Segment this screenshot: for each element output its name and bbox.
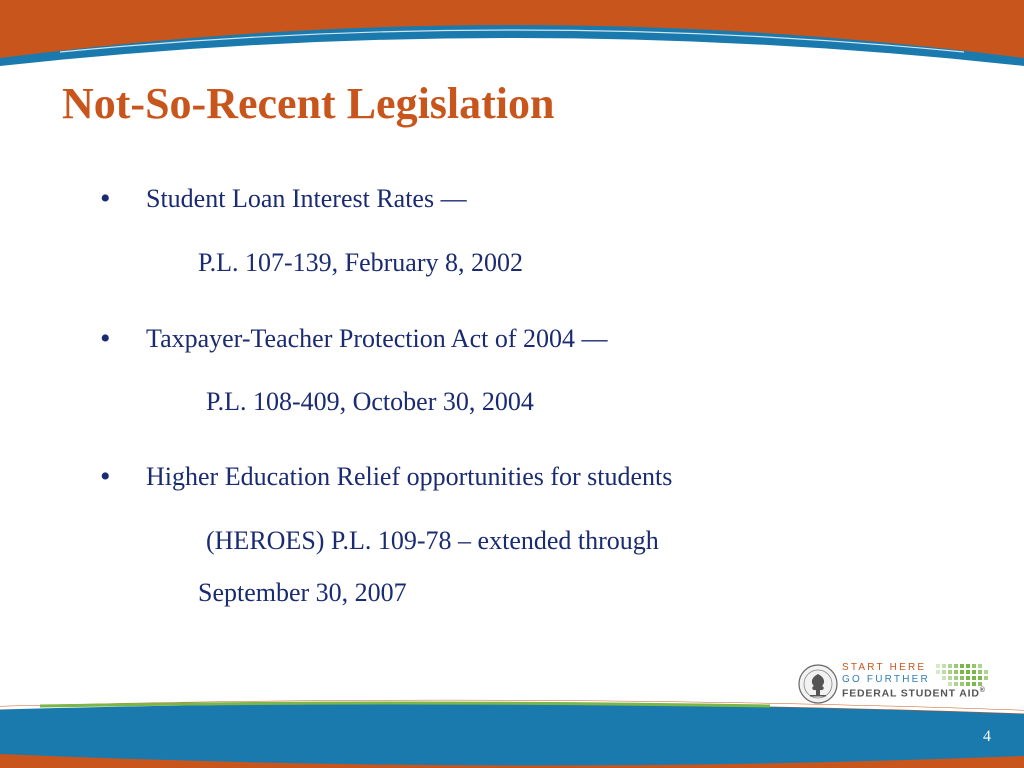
logo-go-further: GO FURTHER [842,674,930,685]
bullet-dot: • [100,322,111,355]
top-decorative-band [0,0,1024,70]
logo-start-here: START HERE [842,662,927,673]
bullet-1-line-2: P.L. 107-139, February 8, 2002 [198,248,523,277]
bullet-2-line-2: P.L. 108-409, October 30, 2004 [206,387,534,416]
bullet-dot: • [100,460,111,493]
bullet-3-line-3: September 30, 2007 [198,578,407,607]
bullet-3-line-1: Higher Education Relief opportunities for students [146,462,673,491]
bullet-2-line-1: Taxpayer-Teacher Protection Act of 2004 — [146,324,608,353]
bullet-1-line-1: Student Loan Interest Rates — [146,184,467,213]
logo-dot-grid-icon [936,664,996,686]
logo-federal-student-aid: FEDERAL STUDENT AID® [842,687,986,700]
bullet-dot: • [100,182,111,215]
bottom-decorative-band [0,690,1024,768]
slide-title: Not-So-Recent Legislation [62,79,555,128]
bullet-3-line-2: (HEROES) P.L. 109-78 – extended through [206,526,659,555]
page-number: 4 [983,728,991,745]
